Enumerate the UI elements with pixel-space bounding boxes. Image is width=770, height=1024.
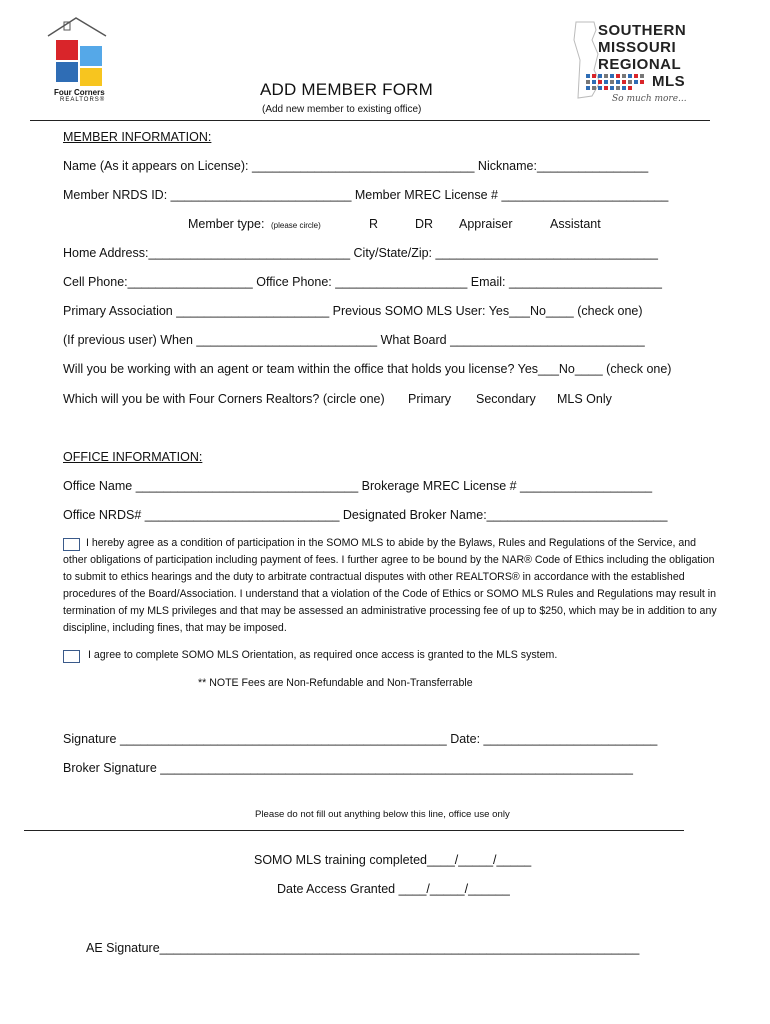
member-type-option-assistant[interactable]: Assistant: [550, 217, 601, 231]
house-icon: [46, 16, 112, 86]
pixel-grid-icon: [586, 72, 650, 96]
office-use-divider: [24, 830, 684, 831]
which-option-secondary[interactable]: Secondary: [476, 392, 536, 406]
four-corners-logo-subtext: REALTORS®: [60, 97, 106, 103]
member-type-label: Member type:: [188, 217, 265, 231]
which-option-primary[interactable]: Primary: [408, 392, 452, 406]
which-with-label: Which will you be with Four Corners Realtors? (circle one): [63, 392, 385, 406]
somo-line2: MISSOURI: [598, 39, 677, 56]
office-name-field[interactable]: Office Name ________________________________ Brokerage MREC License # ___________________: [63, 479, 653, 493]
header-divider: [30, 120, 710, 121]
ae-signature-field[interactable]: AE Signature_____________________________________________________________________: [86, 941, 640, 955]
team-field[interactable]: Will you be working with an agent or team within the office that holds you license? Yes___No____ (check one): [63, 362, 672, 376]
member-type-option-appraiser[interactable]: Appraiser: [459, 217, 513, 231]
somo-line4: MLS: [652, 73, 686, 90]
member-nrds-field[interactable]: Member NRDS ID: __________________________ Member MREC License # ________________________: [63, 188, 669, 202]
somo-line3: REGIONAL: [598, 56, 682, 73]
member-name-field[interactable]: Name (As it appears on License): ________________________________ Nickname:________________: [63, 159, 649, 173]
training-completed-field[interactable]: SOMO MLS training completed____/_____/_____: [254, 853, 532, 867]
fees-note: ** NOTE Fees are Non-Refundable and Non-Transferrable: [198, 677, 473, 689]
previous-user-field[interactable]: (If previous user) When __________________________ What Board ____________________________: [63, 333, 645, 347]
date-access-granted-field[interactable]: Date Access Granted ____/_____/______: [277, 882, 510, 896]
signature-date-field[interactable]: Signature _______________________________________________ Date: _________________________: [63, 732, 658, 746]
somo-mls-logo: [572, 20, 692, 112]
form-title: ADD MEMBER FORM: [260, 80, 433, 99]
somo-tagline: So much more...: [612, 94, 687, 104]
home-address-field[interactable]: Home Address:_____________________________ City/State/Zip: ________________________________: [63, 246, 658, 260]
member-type-hint: (please circle): [271, 221, 321, 230]
four-corners-logo-text: Four Corners: [54, 88, 105, 97]
office-use-note: Please do not fill out anything below this line, office use only: [255, 809, 510, 820]
ethics-agreement-text: I hereby agree as a condition of participation in the SOMO MLS to abide by the Bylaws, Rules and Regulations of the Service, and other obligations of participation including payment of fees. I further agree to be bound by the NAR® Code of Ethics including the obligation to submit to ethics hearings and the duty to arbitrate contractual disputes with other REALTORS® in accordance with the established procedures of the Board/Association. I understand that a violation of the Code of Ethics or SOMO MLS Rules and Regulations may result in termination of my MLS privileges and that may be assessed an administrative processing fee of up to $250, which may be in addition to any discipline, including fines, that may be imposed.: [63, 537, 717, 634]
four-corners-logo: [46, 16, 112, 106]
member-type-option-dr[interactable]: DR: [415, 217, 434, 231]
phone-email-field[interactable]: Cell Phone:__________________ Office Phone: ___________________ Email: ______________________: [63, 275, 662, 289]
somo-line1: SOUTHERN: [598, 22, 687, 39]
office-nrds-field[interactable]: Office NRDS# ____________________________ Designated Broker Name:__________________________: [63, 508, 668, 522]
orientation-agreement-text: I agree to complete SOMO MLS Orientation, as required once access is granted to the MLS system.: [88, 649, 558, 661]
broker-signature-field[interactable]: Broker Signature ____________________________________________________________________: [63, 761, 634, 775]
member-type-option-r[interactable]: R: [369, 217, 379, 231]
form-subtitle: (Add new member to existing office): [262, 104, 422, 115]
member-info-heading: MEMBER INFORMATION:: [63, 130, 212, 144]
which-option-mls-only[interactable]: MLS Only: [557, 392, 612, 406]
association-field[interactable]: Primary Association ______________________ Previous SOMO MLS User: Yes___No____ (check one): [63, 304, 643, 318]
orientation-agree-checkbox[interactable]: [63, 650, 80, 663]
office-info-heading: OFFICE INFORMATION:: [63, 450, 203, 464]
